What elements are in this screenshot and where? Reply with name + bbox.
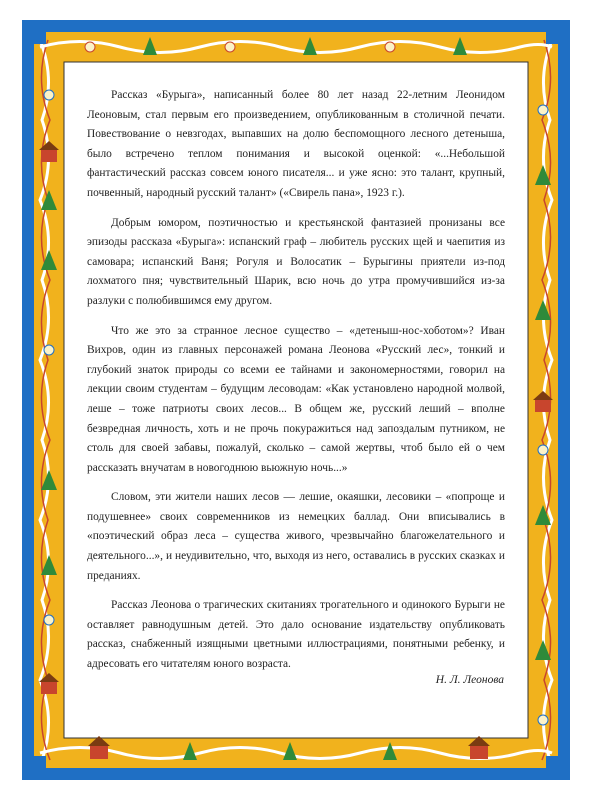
corner-decor	[546, 20, 570, 44]
house-icon	[41, 150, 57, 162]
flower-icon	[225, 42, 235, 52]
flower-icon	[385, 42, 395, 52]
paragraph: Добрым юмором, поэтичностью и крестьянской фантазией пронизаны все эпизоды рассказа «Бурыга»: испанский граф – любитель русских щей и чаепития из самовара; испанский Ваня; Рогуля и Волосатик – Бурыгины приятели из-под лохматого пня; чувствительный Шарик, всю ночь до утра промучившийся из-за разлуки с полюбившимся ему другом.	[87, 216, 505, 307]
flower-icon	[44, 90, 54, 100]
flower-icon	[538, 715, 548, 725]
flower-icon	[44, 345, 54, 355]
house-icon	[41, 682, 57, 694]
author-signature: Н. Л. Леонова	[435, 674, 504, 686]
flower-icon	[538, 105, 548, 115]
body-text	[87, 86, 505, 685]
paragraph: Рассказ Леонова о трагических скитаниях трогательного и одинокого Бурыги не оставляет равнодушным детей. Это дало основание издательству опубликовать рассказ, снабженный изящными цветными иллюстрациями, понятными ребенку, и адресовать его читателям юного возраста.	[87, 599, 505, 671]
corner-decor	[546, 756, 570, 780]
paragraph: Что же это за странное лесное существо – «детеныш-нос-хоботом»? Иван Вихров, один из главных персонажей романа Леонова «Русский лес», тонкий и глубокий знаток природы со всеми ее тайнами и закономерностями, говорил на лекции своим студентам – будущим лесоводам: «Как установлено народной молвой, леше – тоже патриоты своих лесов... В общем же, русский леший – вполне безвредная личность, хоть и не прочь покуражиться над запоздалым путником, не столь для своей забавы, пожалуй, сколько – самой жертвы, чтоб было ей о чем рассказать внучатам в новогоднюю вьюжную ночь...»	[87, 324, 505, 474]
flower-icon	[85, 42, 95, 52]
flower-icon	[538, 445, 548, 455]
paragraph: Словом, эти жители наших лесов — лешие, окаяшки, лесовики – «попроще и подушевнее» своих современников из немецких баллад. Они вписывались в «поэтический образ леса – существа живого, чрезвычайно благожелательного и деятельного...», и неудивительно, что, выходя из него, оставались в русских сказках и преданиях.	[87, 491, 505, 582]
house-icon	[470, 746, 488, 759]
house-icon	[90, 746, 108, 759]
corner-decor	[22, 20, 46, 44]
flower-icon	[44, 615, 54, 625]
paragraph: Рассказ «Бурыга», написанный более 80 лет назад 22-летним Леонидом Леоновым, стал первым его произведением, опубликованным в столичной печати. Повествование о невзгодах, выпавших на долю беспомощного лесного детеныша, было встречено теплом понимания и высокой оценкой: «...Небольшой фантастический рассказ совсем юного писателя... и уже ясно: это талант, крупный, почвенный, народный русский талант» («Свирель пана», 1923 г.).	[87, 89, 505, 199]
house-icon	[535, 400, 551, 412]
corner-decor	[22, 756, 46, 780]
